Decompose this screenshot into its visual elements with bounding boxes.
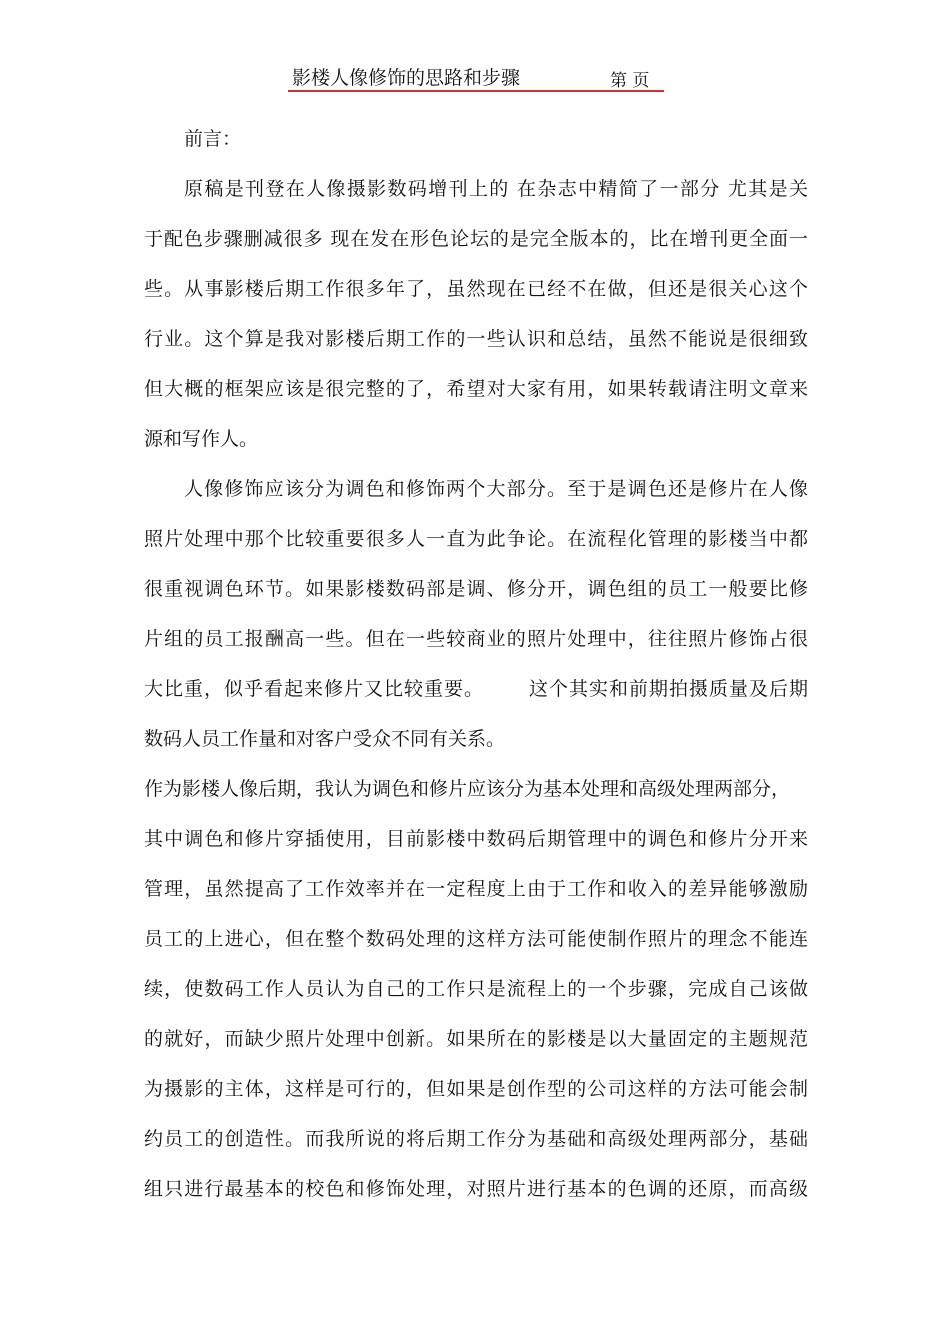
text-line: 的就好，而缺少照片处理中创新。如果所在的影楼是以大量固定的主题规范: [144, 1028, 808, 1050]
text-line: 些。从事影楼后期工作很多年了，虽然现在已经不在做，但还是很关心这个: [144, 278, 808, 300]
text-line: 数码人员工作量和对客户受众不同有关系。: [144, 728, 506, 750]
text-line: 管理，虽然提高了工作效率并在一定程度上由于工作和收入的差异能够激励: [144, 878, 808, 900]
text-line: 作为影楼人像后期，我认为调色和修片应该分为基本处理和高级处理两部分，: [144, 778, 791, 800]
text-line: 行业。这个算是我对影楼后期工作的一些认识和总结，虽然不能说是很细致: [144, 328, 808, 350]
text-line: 组只进行最基本的校色和修饰处理，对照片进行基本的色调的还原，而高级: [144, 1178, 808, 1200]
text-segment: 大比重，似乎看起来修片又比较重要。: [144, 678, 484, 700]
text-line: 照片处理中那个比较重要很多人一直为此争论。在流程化管理的影楼当中都: [144, 528, 808, 550]
text-line: 约员工的创造性。而我所说的将后期工作分为基础和高级处理两部分，基础: [144, 1128, 808, 1150]
text-line: 其中调色和修片穿插使用，目前影楼中数码后期管理中的调色和修片分开来: [144, 828, 808, 850]
text-line: 原稿是刊登在人像摄影数码增刊上的 在杂志中精简了一部分 尤其是关: [184, 178, 808, 200]
page-header: [288, 66, 664, 92]
document-body: [144, 114, 808, 1214]
header-underline: [288, 90, 664, 92]
text-line: 但大概的框架应该是很完整的了，希望对大家有用，如果转载请注明文章来: [144, 378, 808, 400]
text-segment: 这个其实和前期拍摄质量及后期: [527, 678, 808, 700]
preface-heading: 前言：: [184, 128, 242, 150]
page-number-label: 第 页: [610, 71, 650, 91]
text-line: 于配色步骤删减很多 现在发在形色论坛的是完全版本的，比在增刊更全面一: [144, 228, 808, 250]
document-title: 影楼人像修饰的思路和步骤: [292, 67, 521, 89]
text-line: 为摄影的主体，这样是可行的，但如果是创作型的公司这样的方法可能会制: [144, 1078, 808, 1100]
text-line: 人像修饰应该分为调色和修饰两个大部分。至于是调色还是修片在人像: [184, 478, 808, 500]
text-line: 片组的员工报酬高一些。但在一些较商业的照片处理中，往往照片修饰占很: [144, 628, 808, 650]
text-line: [144, 664, 808, 714]
text-line: 续，使数码工作人员认为自己的工作只是流程上的一个步骤，完成自己该做: [144, 978, 808, 1000]
text-line: 源和写作人。: [144, 428, 259, 450]
text-line: 员工的上进心，但在整个数码处理的这样方法可能使制作照片的理念不能连: [144, 928, 808, 950]
text-line: 很重视调色环节。如果影楼数码部是调、修分开，调色组的员工一般要比修: [144, 578, 808, 600]
